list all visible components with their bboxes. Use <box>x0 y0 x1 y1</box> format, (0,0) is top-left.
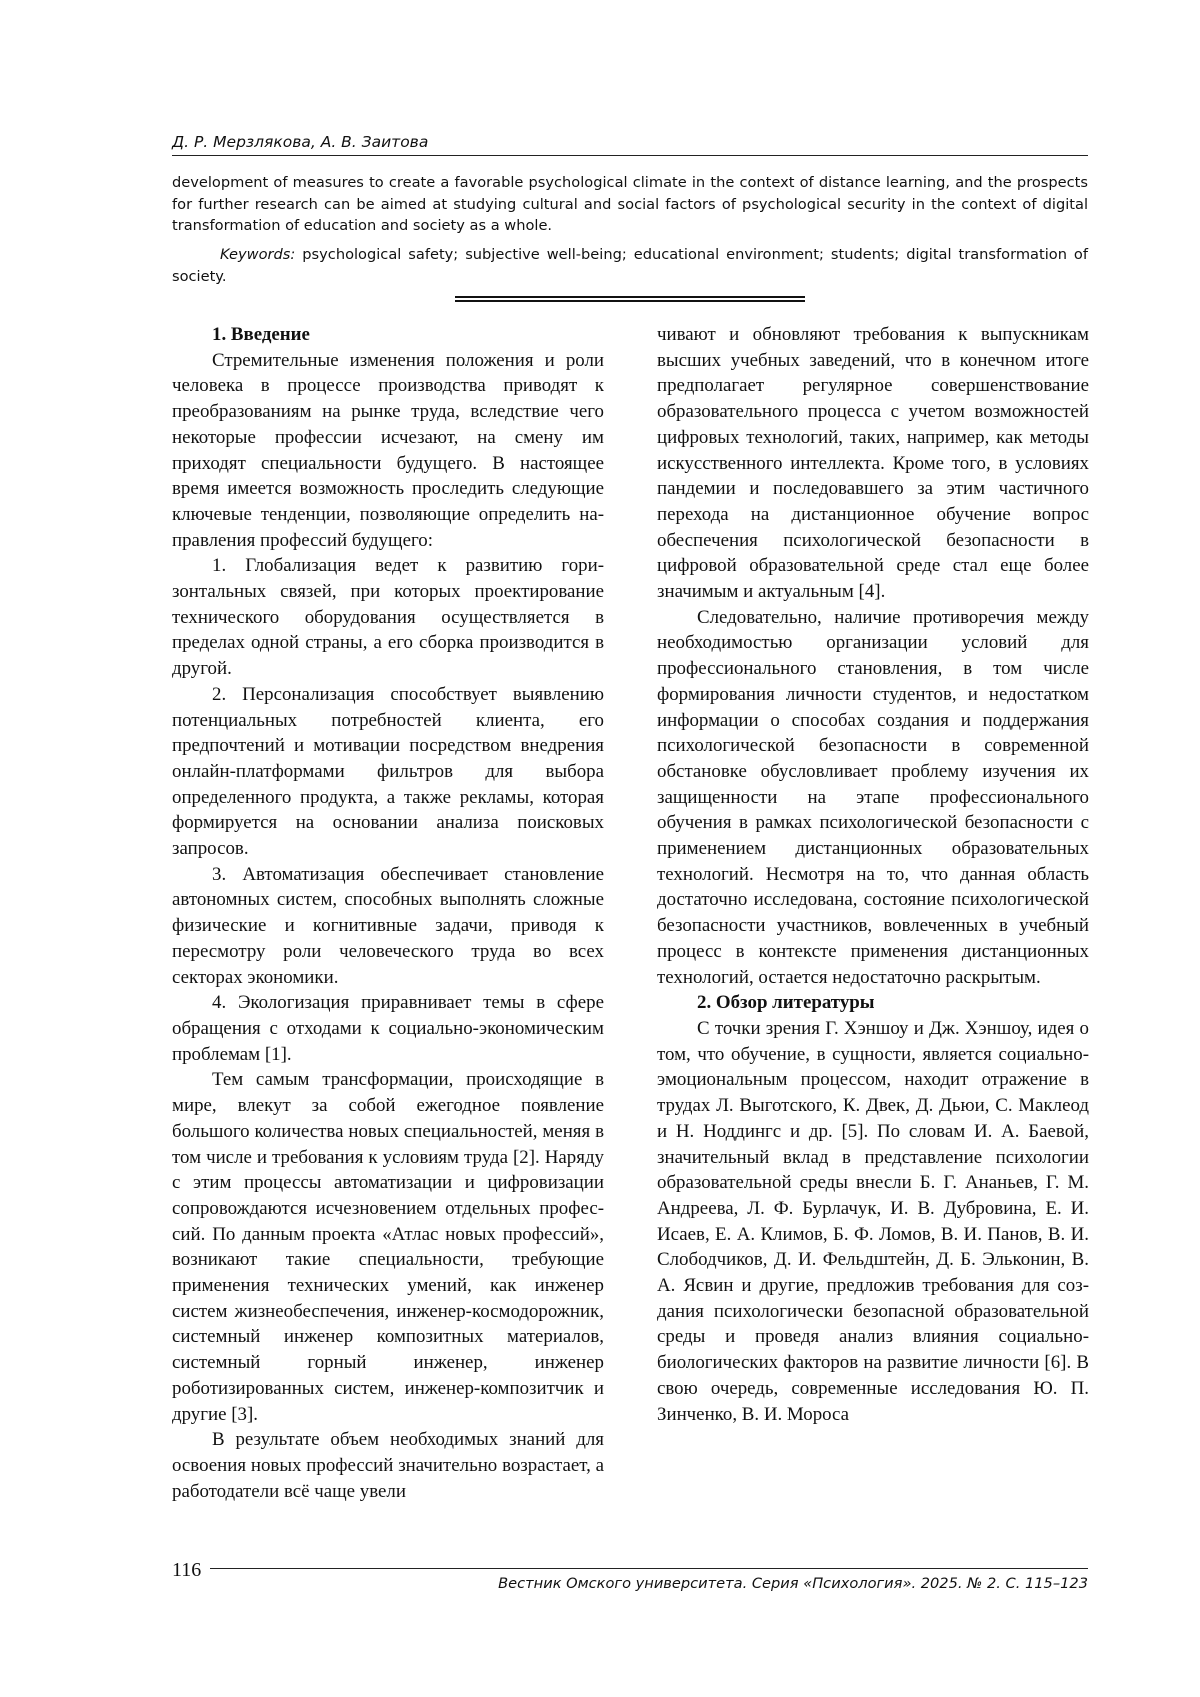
keywords-list: psychological safety; subjective well-being; educational environment; students; digital transformation of society. <box>172 246 1088 285</box>
footer-rule <box>210 1568 1088 1569</box>
paragraph-ecologization: 4. Экологизация приравнивает темы в сфере обращения с отходами к социально-экономическим проблемам [1]. <box>172 992 604 1065</box>
paragraph-automation: 3. Автоматизация обеспечивает становление автономных систем, способных выполнять сложные физические и когнитивные задачи, приводя к пересмотру роли человеческого труда во всех секторах экономики. <box>172 863 604 988</box>
heading-literature-review: 2. Обзор литературы <box>697 992 875 1014</box>
heading-introduction: 1. Введение <box>212 324 310 345</box>
paragraph-literature: С точки зрения Г. Хэншоу и Дж. Хэншоу, идея о том, что обучение, в сущности, является социально-эмоциональным процессом, находит отражение в трудах Л. Выготского, К. Двек, Д. Дьюи, С. Маклеод и Н. Ноддингс и др. [5]. По словам И. А. Баевой, значительный вклад в представление психологии образовательной среды внесли Б. Г. Ананьев, Г. М. Андреева, Л. Ф. Бурлачук, И. В. Дубровина, Е. И. Исаев, Е. А. Климов, Б. Ф. Ломов, В. И. Панов, В. И. Слободчиков, Д. И. Фельдштейн, Д. Б. Эльконин, В. А. Ясвин и другие, предложив требования для создания психологически безопасной образовательной среды и проведя анализ влияния социально-биологических факторов на развитие личности [6]. В свою очередь, современные исследования Ю. П. Зинченко, В. И. Мороса <box>657 1017 1089 1425</box>
section-divider <box>455 296 805 302</box>
keywords-paragraph <box>172 244 1088 287</box>
abstract-text: development of measures to create a favorable psychological climate in the context of distance learning, and the prospects for further research can be aimed at studying cultural and social factors of psychological security in the context of digital transformation of education and society as a whole. <box>172 174 1088 235</box>
right-column <box>657 322 1089 1547</box>
running-head-authors: Д. Р. Мерзлякова, А. В. Заитова <box>172 132 1088 156</box>
page-number: 116 <box>172 1559 202 1581</box>
paragraph-knowledge-volume: В результате объем необходимых знаний для освоения новых профессий значительно возрастает, а работодатели всё чаще увели <box>172 1429 604 1502</box>
paragraph-contradiction: Следовательно, наличие противоречия между необходимостью организации условий для профессионального становления, в том числе формирования личности студентов, и недостатком информации о способах создания и поддержания психологической безопасности в современной обстановке обусловливает проблему изучения их защищенности на этапе профессионального обучения в рамках психологической безопасности с применением дистанционных образовательных технологий. Несмотря на то, что данная область достаточно исследована, состояние психологической безопасности участников, вовлеченных в учебный процесс в контексте применения дистанционных технологий, остается недостаточно раскрытым. <box>657 606 1089 988</box>
paragraph-personalization: 2. Персонализация способствует выявлению потенциальных потребностей клиента, его предпочтений и мотивации посредством внедрения онлайн-платформами фильтров для выбора определенного продукта, а также рекламы, которая формируется на основании анализа поисковых запросов. <box>172 683 604 860</box>
journal-reference: Вестник Омского университета. Серия «Психология». 2025. № 2. С. 115–123 <box>498 1575 1088 1592</box>
paragraph-intro: Стремительные изменения положения и роли человека в процессе производства приводят к преобразованиям на рынке труда, вследствие чего некоторые профессии исчезают, на смену им приходят специальности будущего. В настоящее время имеется возможность проследить следующие ключевые тенденции, позволяющие определить направления профессий будущего: <box>172 349 604 551</box>
paragraph-requirements-continued: чивают и обновляют требования к выпускникам высших учебных заведений, что в конечном итоге предполагает регулярное совершенствование образовательного процесса с учетом возможностей цифровых технологий, таких, например, как методы искусственного интеллекта. Кроме того, в условиях пандемии и последовавшего за этим частичного перехода на дистанционное обучение вопрос обеспечения психологической безопасности в цифровой образовательной среде стал еще более значимым и актуальным [4]. <box>657 324 1089 603</box>
left-column <box>172 322 604 1547</box>
paragraph-transformations: Тем самым трансформации, происходящие в мире, влекут за собой ежегодное появление большого количества новых специальностей, меняя в том числе и требования к условиям труда [2]. Наряду с этим процессы автоматизации и цифровизации сопровождаются исчезновением отдельных профессий. По данным проекта «Атлас новых профессий», возникают такие специальности, требующие применения технических умений, как инженер систем жизнеобеспечения, инженер-космодорожник, системный инженер композитных материалов, системный горный инженер, инженер роботизированных систем, инженер-композитчик и другие [3]. <box>172 1069 604 1425</box>
paragraph-globalization: 1. Глобализация ведет к развитию горизонтальных связей, при которых проектирование технического оборудования осуществляется в пределах одной страны, а его сборка производится в другой. <box>172 555 604 680</box>
keywords-label: Keywords: <box>220 246 296 263</box>
